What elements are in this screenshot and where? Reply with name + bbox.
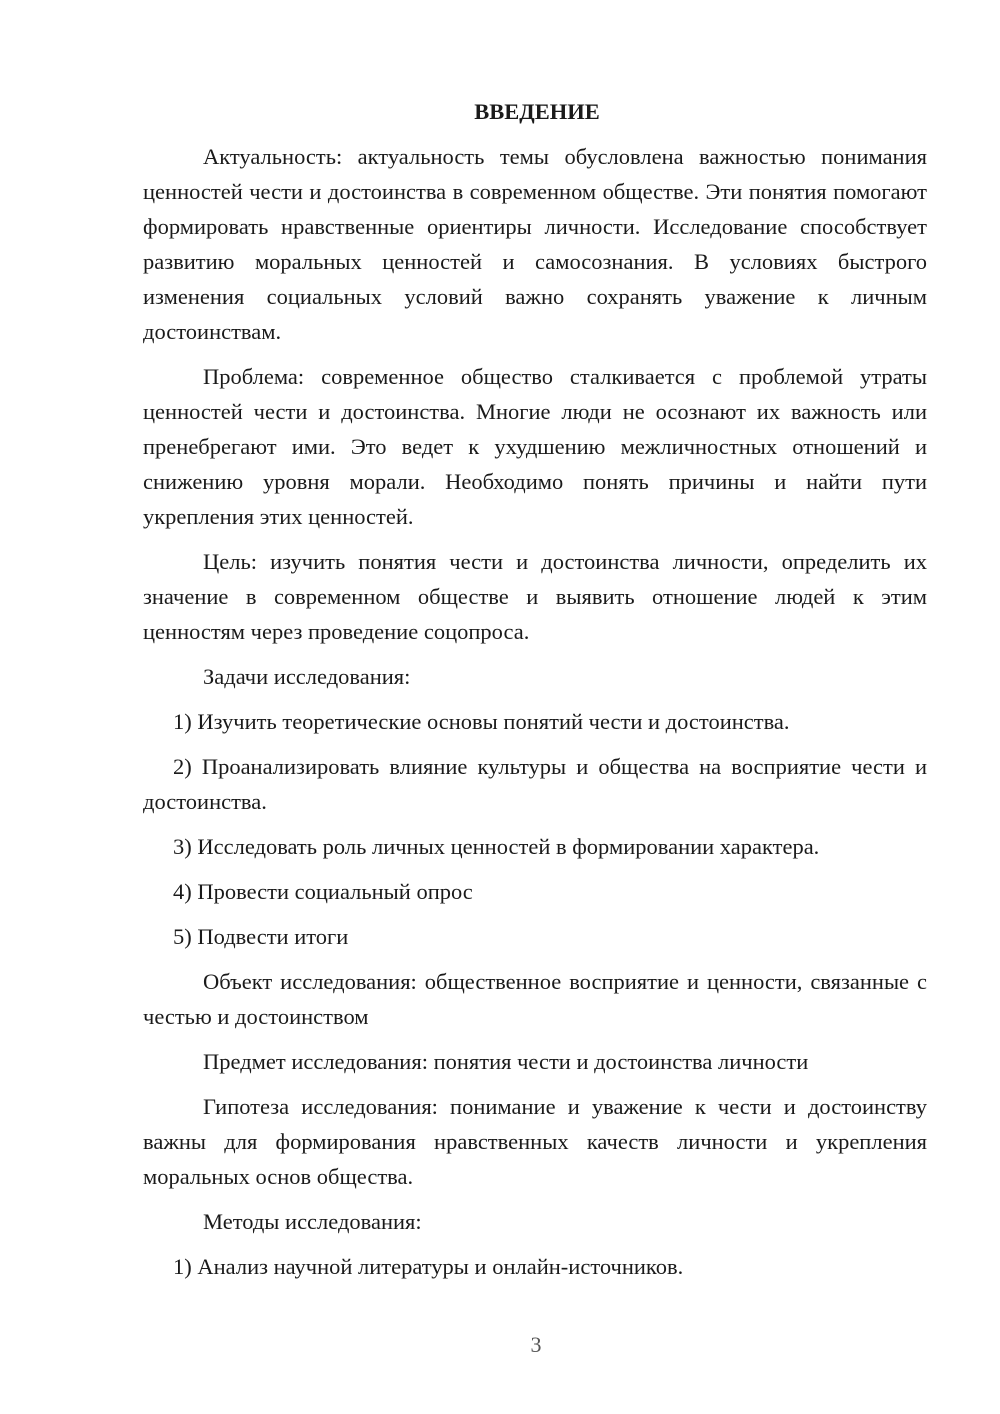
task-item: 5) Подвести итоги — [173, 924, 349, 949]
method-item: 1) Анализ научной литературы и онлайн-источников. — [173, 1254, 684, 1279]
relevance-paragraph: Актуальность: актуальность темы обусловлена важностью понимания ценностей чести и достоинства в современном обществе. Эти понятия помогают формировать нравственные ориентиры личности. Исследование способствует развитию моральных ценностей и самосознания. В условиях быстрого изменения социальных условий важно сохранять уважение к личным достоинствам. — [143, 144, 927, 344]
subject-paragraph: Предмет исследования: понятия чести и достоинства личности — [203, 1049, 809, 1074]
page-number: 3 — [530, 1332, 542, 1357]
object-paragraph: Объект исследования: общественное восприятие и ценности, связанные с честью и достоинством — [143, 969, 927, 1029]
problem-paragraph: Проблема: современное общество сталкивается с проблемой утраты ценностей чести и достоинства. Многие люди не осознают их важность или пренебрегают ими. Это ведет к ухудшению межличностных отношений и снижению уровня морали. Необходимо понять причины и найти пути укрепления этих ценностей. — [143, 364, 927, 529]
tasks-heading: Задачи исследования: — [203, 664, 411, 689]
page-content — [143, 94, 927, 1294]
page-title: ВВЕДЕНИЕ — [474, 99, 600, 124]
goal-paragraph: Цель: изучить понятия чести и достоинства личности, определить их значение в современном обществе и выявить отношение людей к этим ценностям через проведение соцопроса. — [143, 549, 927, 644]
task-item: 4) Провести социальный опрос — [173, 879, 473, 904]
methods-heading: Методы исследования: — [203, 1209, 422, 1234]
task-item: 1) Изучить теоретические основы понятий чести и достоинства. — [173, 709, 790, 734]
hypothesis-paragraph: Гипотеза исследования: понимание и уважение к чести и достоинству важны для формирования нравственных качеств личности и укрепления моральных основ общества. — [143, 1094, 927, 1189]
task-item: 2) Проанализировать влияние культуры и общества на восприятие чести и достоинства. — [143, 754, 927, 814]
task-item: 3) Исследовать роль личных ценностей в формировании характера. — [173, 834, 820, 859]
